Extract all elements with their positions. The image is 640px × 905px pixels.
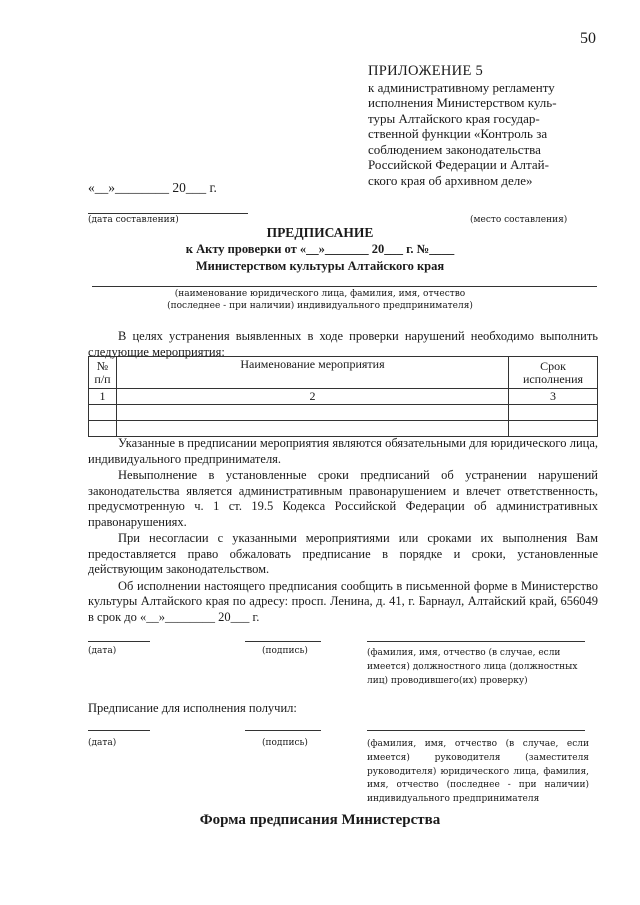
place-rule (88, 213, 248, 214)
table-row (89, 405, 598, 421)
table-cell (89, 421, 117, 437)
sign2-date-caption: (дата) (88, 738, 117, 748)
sign1-date-caption: (дата) (88, 646, 117, 656)
appendix-line: ственной функции «Контроль за (368, 126, 548, 141)
sign1-signature-caption: (подпись) (262, 646, 308, 656)
col-name-header: Наименование мероприятия (117, 357, 509, 389)
name-rule (367, 730, 585, 731)
footer-title: Форма предписания Министерства (199, 812, 441, 828)
table-cell (117, 421, 509, 437)
name-rule (367, 641, 585, 642)
sign2-name-caption: (фамилия, имя, отчество (в случае, если имеется) руководителя (заместителя руководителя) юридического лица, фамилия, имя, отчество (последнее - при наличии) индивидуального предпринимателя (367, 739, 589, 805)
paragraph: Об исполнении настоящего предписания сообщить в письменной форме в Министерство культуры Алтайского края по адресу: просп. Ленина, д. 41, г. Барнаул, Алтайский край, 656049 в срок до «__»________ 20___ г. (88, 578, 598, 624)
signature-rule (245, 641, 321, 642)
table-row (89, 389, 598, 405)
appendix-line: ского края об архивном деле» (368, 172, 533, 188)
appendix-line: соблюдением законодательства (368, 141, 541, 157)
date-line: «__»________ 20___ г. (88, 180, 217, 195)
page-number: 50 (580, 30, 596, 47)
place-caption: (место составления) (470, 215, 568, 225)
paragraph: При несогласии с указанными мероприятиями или сроками их выполнения Вам предоставляется право обжаловать предписание в порядке и сроки, установленные действующим законодательством. (88, 531, 598, 576)
doc-issuer: Министерством культуры Алтайского края (195, 259, 445, 273)
appendix-line: туры Алтайского края государ- (368, 110, 540, 126)
appendix-block (368, 64, 590, 188)
sign1-name-caption: (фамилия, имя, отчество (в случае, если имеется) должностного лица (должностных лиц) проводившего(их) проверку) (367, 648, 578, 686)
date-rule (88, 641, 150, 642)
paragraph: Невыполнение в установленные сроки предписаний об устранении нарушений законодательства является административным правонарушением и влечет ответственность, предусмотренную ч. 1 ст. 19.5 Кодекса Российской Федерации об административных правонарушениях. (88, 468, 598, 529)
col-deadline-header: Срок исполнения (509, 357, 598, 389)
name-caption-2: (последнее - при наличии) индивидуального предпринимателя) (167, 301, 473, 311)
table-cell: 2 (117, 389, 509, 405)
intro-paragraph: В целях устранения выявленных в ходе проверки нарушений необходимо выполнить следующие мероприятия: (88, 329, 598, 359)
appendix-line: исполнения Министерством куль- (368, 95, 557, 110)
appendix-line: к административному регламенту (368, 79, 555, 95)
name-caption-1: (наименование юридического лица, фамилия, имя, отчество (174, 289, 466, 299)
table-cell (117, 405, 509, 421)
sign2-signature-caption: (подпись) (262, 738, 308, 748)
date-rule (88, 730, 150, 731)
table-cell (89, 405, 117, 421)
appendix-title: ПРИЛОЖЕНИЕ 5 (368, 63, 484, 79)
signature-rule (245, 730, 321, 731)
paragraph: Указанные в предписании мероприятия являются обязательными для юридического лица, индивидуального предпринимателя. (88, 436, 598, 466)
name-rule (92, 286, 597, 287)
col-number-header: № п/п (89, 357, 117, 389)
received-label: Предписание для исполнения получил: (88, 701, 297, 715)
body-text (88, 436, 598, 625)
doc-title: ПРЕДПИСАНИЕ (266, 225, 374, 240)
measures-table (88, 356, 598, 437)
table-cell: 3 (509, 389, 598, 405)
appendix-line: Российской Федерации и Алтай- (368, 157, 549, 172)
table-header-row (89, 357, 598, 389)
table-cell (509, 405, 598, 421)
table-cell: 1 (89, 389, 117, 405)
doc-subtitle: к Акту проверки от «__»_______ 20___ г. №____ (185, 242, 455, 256)
date-caption: (дата составления) (88, 215, 179, 225)
table-cell (509, 421, 598, 437)
table-row (89, 421, 598, 437)
